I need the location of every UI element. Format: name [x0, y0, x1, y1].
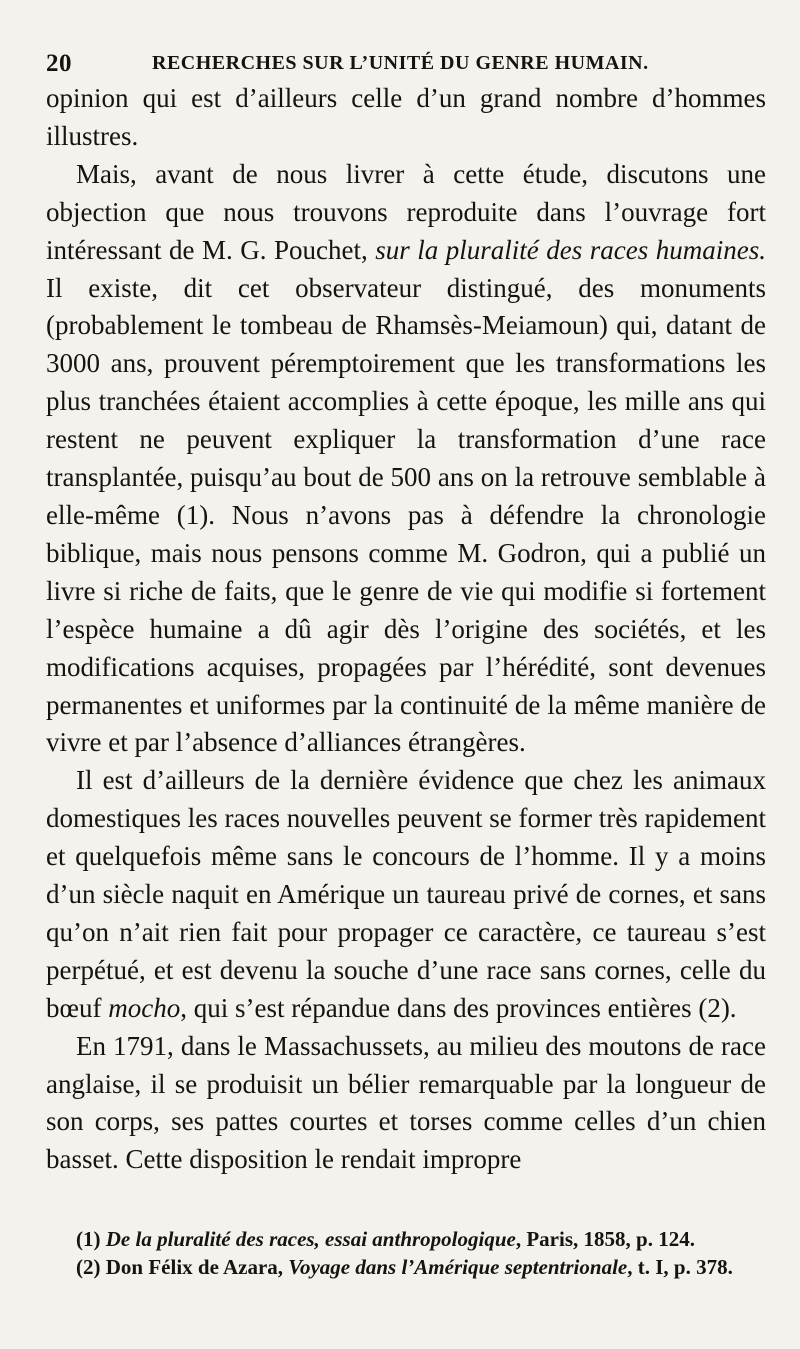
paragraph-4-text: En 1791, dans le Massachussets, au milieu des moutons de race anglaise, il se produisit un bélier remarquable par la longueur de son corps, ses pattes courtes et torses comme celles d’un chien basset. Cette disposition le rendait impropre [46, 1030, 766, 1175]
footnote-1 [46, 1225, 766, 1253]
paragraph-2-text-b: Il existe, dit cet observateur distingué, des monuments (probablement le tombeau de Rhamsès-Meiamoun) qui, datant de 3000 ans, prouvent péremptoirement que les transformations les plus tranchées étaient accomplies à cette époque, les mille ans qui restent ne peuvent expliquer la transformation d’une race transplantée, puisqu’au bout de 500 ans on la retrouve semblable à elle-même (1). Nous n’avons pas à défendre la chronologie biblique, mais nous pensons comme M. Godron, qui a publié un livre si riche de faits, que le genre de vie qui modifie si fortement l’espèce humaine a dû agir dès l’origine des sociétés, et les modifications acquises, propagées par l’hérédité, sont devenues permanentes et uniformes par la continuité de la même manière de vivre et par l’absence d’alliances étrangères. [46, 272, 766, 758]
paragraph-2-italic-title: sur la pluralité des races humaines. [375, 234, 767, 265]
paragraph-3-text-a: Il est d’ailleurs de la dernière évidence que chez les animaux domestiques les races nouvelles peuvent se former très rapidement et quelquefois même sans le concours de l’homme. Il y a moins d’un siècle naquit en Amérique un taureau privé de cornes, et sans qu’on n’ait rien fait pour propager ce caractère, ce taureau s’est perpétué, et est devenu la souche d’une race sans cornes, celle du bœuf [46, 765, 766, 1023]
footnote-2-title: Voyage dans l’Amérique septentrionale [288, 1255, 628, 1280]
paragraph-2-text-a: Mais, avant de nous livrer à cette étude, discutons une objection que nous trouvons reproduite dans l’ouvrage fort intéressant de M. G. Pouchet, [46, 158, 766, 265]
footnote-2-mark: (2) Don Félix de Azara, [76, 1255, 289, 1280]
running-head [46, 44, 766, 80]
footnote-1-title: De la pluralité des races, essai anthropologique [105, 1227, 516, 1252]
paragraph-3-italic-term: mocho [108, 992, 181, 1023]
paragraph-2 [46, 156, 766, 763]
footnotes [46, 1225, 766, 1281]
body-text [46, 80, 766, 1179]
footnote-1-details: , Paris, 1858, p. 124. [515, 1227, 695, 1252]
paragraph-1 [46, 80, 766, 156]
running-title: RECHERCHES SUR L’UNITÉ DU GENRE HUMAIN. [152, 52, 649, 74]
page-number: 20 [46, 50, 72, 77]
paragraph-3-text-b: , qui s’est répandue dans des provinces entières (2). [180, 992, 737, 1023]
footnote-2-details: , t. I, p. 378. [627, 1255, 733, 1280]
footnote-1-mark: (1) [76, 1227, 106, 1252]
paragraph-4 [46, 1028, 766, 1180]
paragraph-1-text: opinion qui est d’ailleurs celle d’un grand nombre d’hommes illustres. [46, 83, 766, 151]
footnote-2 [46, 1253, 766, 1281]
paragraph-3 [46, 762, 766, 1027]
